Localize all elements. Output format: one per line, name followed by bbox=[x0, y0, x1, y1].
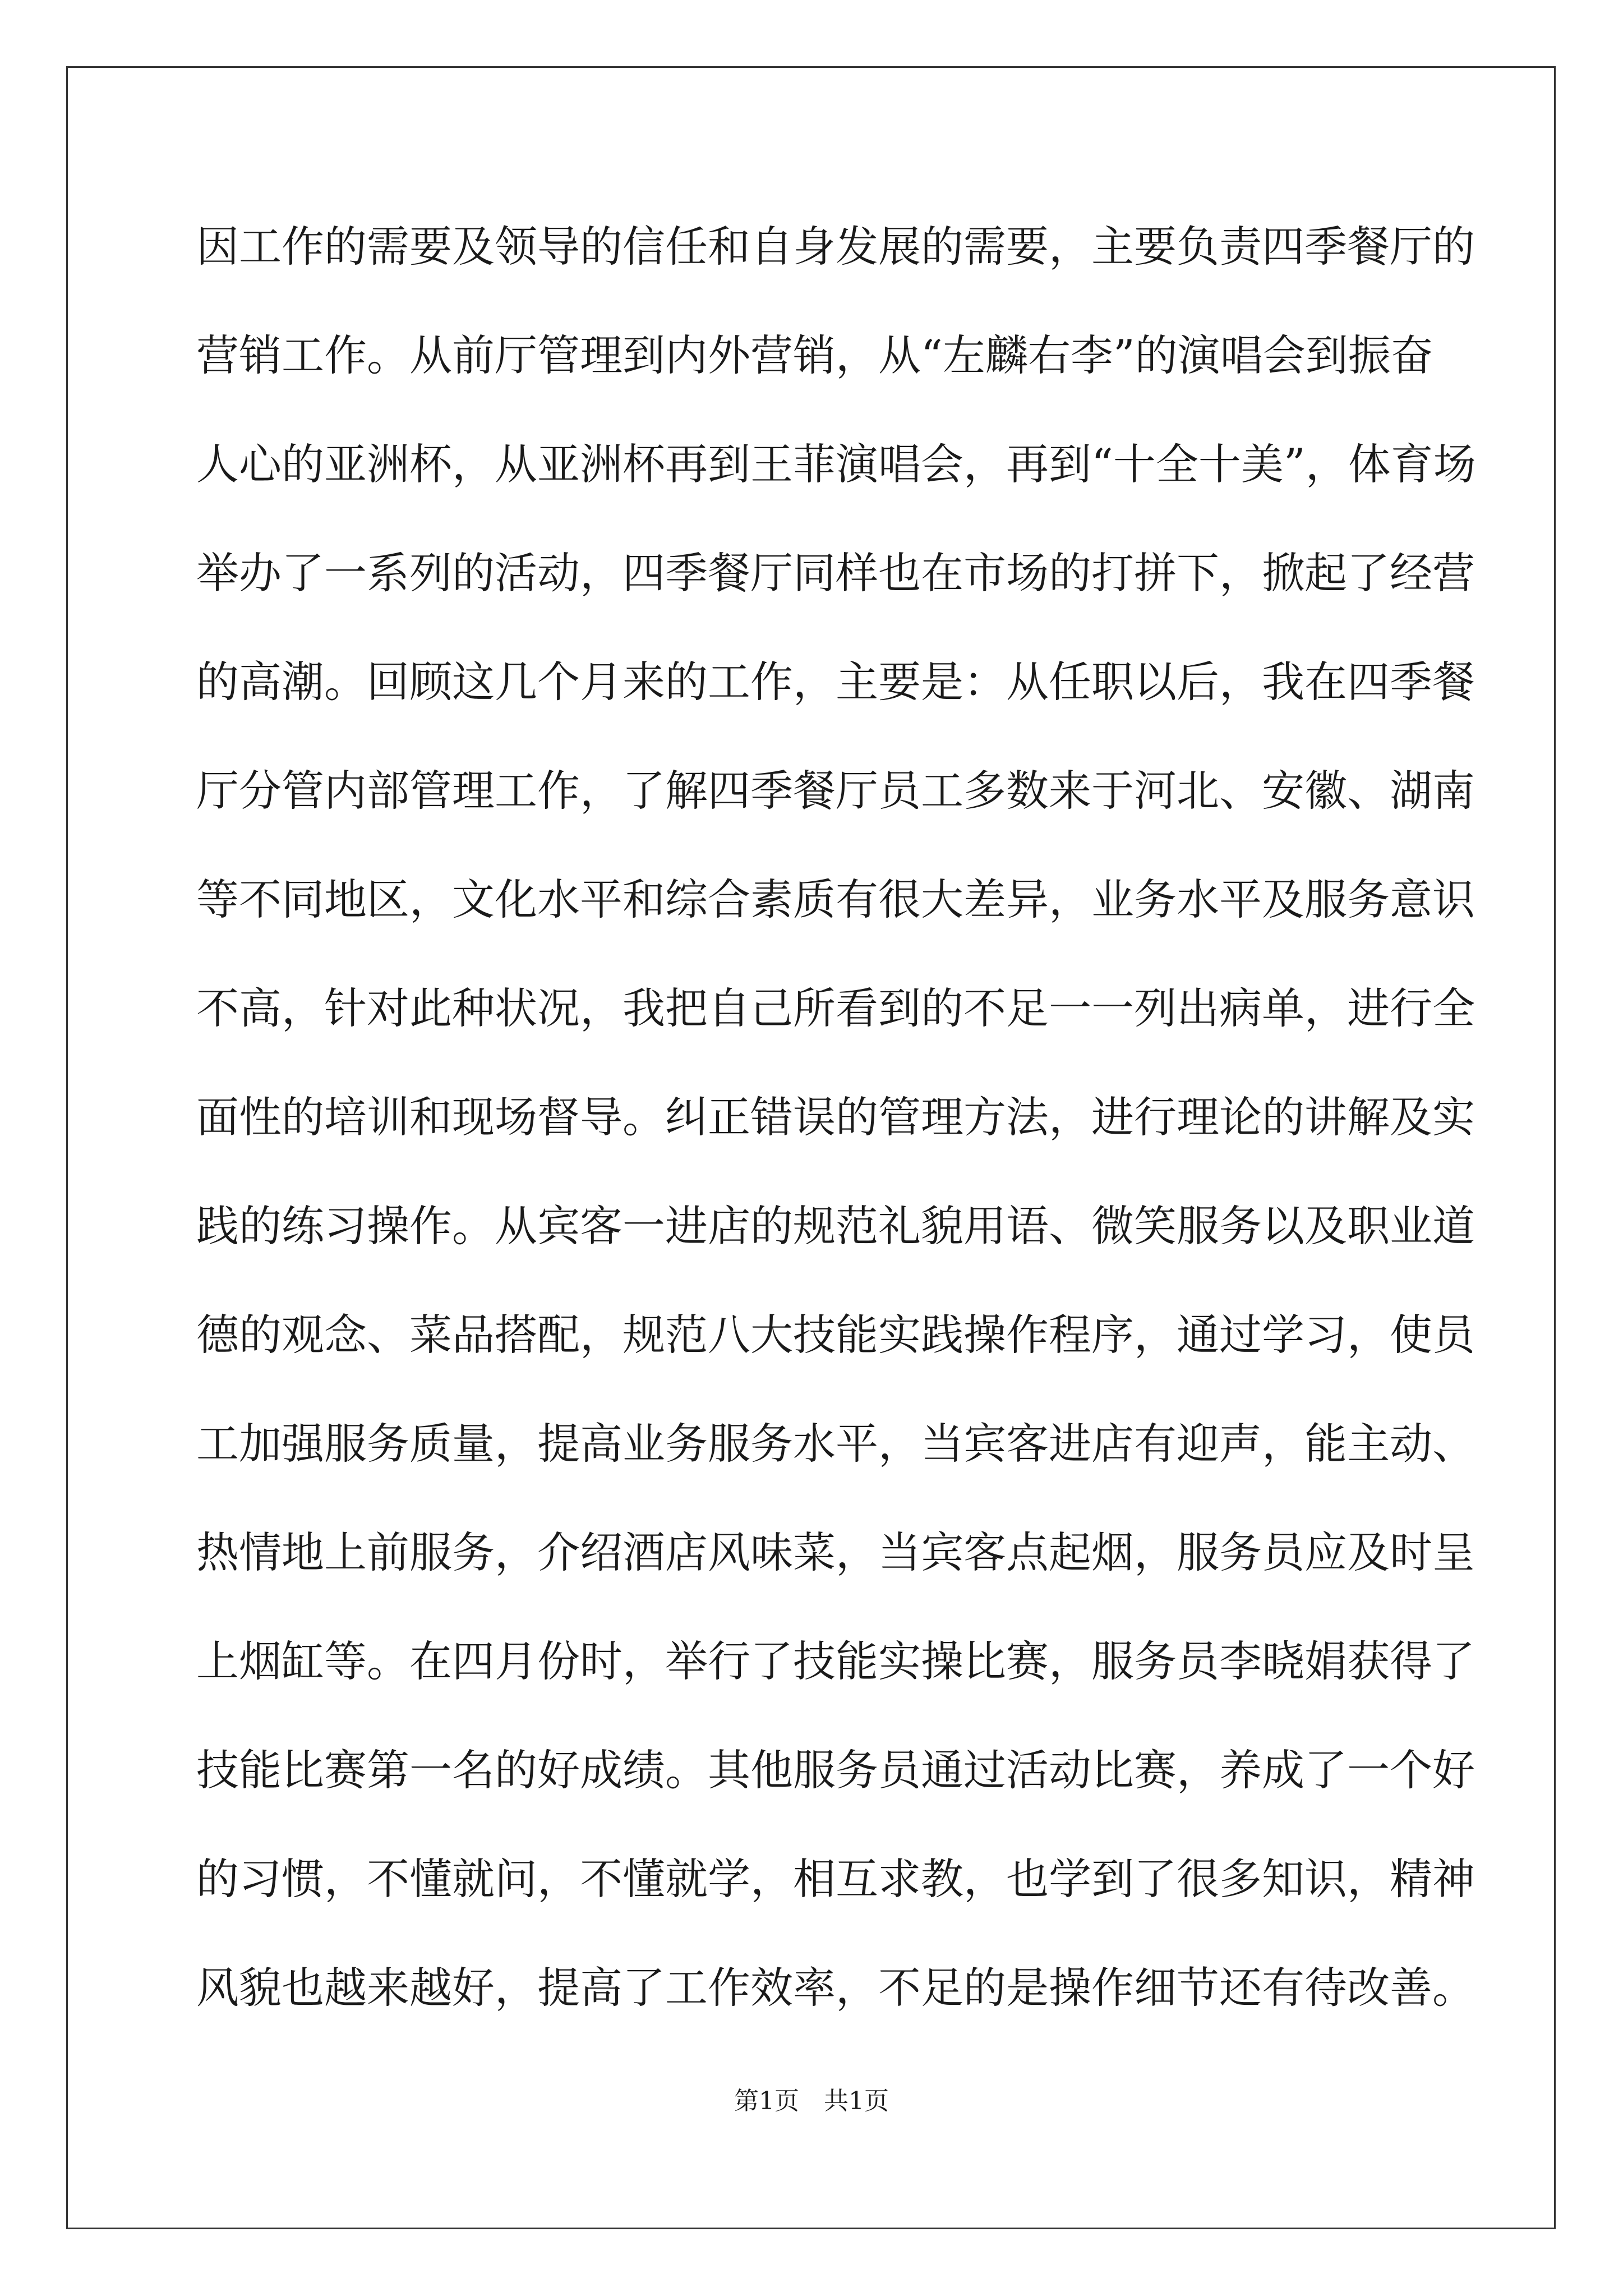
text-line-9: 面性的培训和现场督导。纠正错误的管理方法，进行理论的讲解及实 bbox=[196, 1092, 1475, 1142]
text-line-13: 热情地上前服务，介绍酒店风味菜，当宾客点起烟，服务员应及时呈 bbox=[196, 1527, 1475, 1577]
text-line-8: 不高，针对此种状况，我把自己所看到的不足一一列出病单，进行全 bbox=[196, 983, 1475, 1033]
text-line-15: 技能比赛第一名的好成绩。其他服务员通过活动比赛，养成了一个好 bbox=[196, 1745, 1475, 1795]
text-line-4: 举办了一系列的活动，四季餐厅同样也在市场的打拼下，掀起了经营 bbox=[196, 548, 1475, 598]
text-line-2: 营销工作。从前厅管理到内外营销，从“左麟右李”的演唱会到振奋 bbox=[196, 330, 1433, 380]
text-line-1: 因工作的需要及领导的信任和自身发展的需要，主要负责四季餐厅的 bbox=[196, 222, 1475, 272]
page-number-current: 第1页 bbox=[734, 2087, 799, 2115]
text-line-3: 人心的亚洲杯，从亚洲杯再到王菲演唱会，再到“十全十美”，体育场 bbox=[196, 439, 1476, 489]
text-line-17: 风貌也越来越好，提高了工作效率，不足的是操作细节还有待改善。 bbox=[196, 1963, 1475, 2013]
text-line-10: 践的练习操作。从宾客一进店的规范礼貌用语、微笑服务以及职业道 bbox=[196, 1201, 1475, 1251]
text-line-6: 厅分管内部管理工作，了解四季餐厅员工多数来于河北、安徽、湖南 bbox=[196, 766, 1475, 816]
text-line-7: 等不同地区，文化水平和综合素质有很大差异，业务水平及服务意识 bbox=[196, 875, 1475, 924]
text-line-5: 的高潮。回顾这几个月来的工作，主要是：从任职以后，我在四季餐 bbox=[196, 657, 1475, 707]
text-line-14: 上烟缸等。在四月份时，举行了技能实操比赛，服务员李晓娟获得了 bbox=[196, 1636, 1475, 1686]
text-line-16: 的习惯，不懂就问，不懂就学，相互求教，也学到了很多知识，精神 bbox=[196, 1854, 1475, 1904]
page-number-total: 共1页 bbox=[824, 2087, 889, 2115]
text-line-12: 工加强服务质量，提高业务服务水平，当宾客进店有迎声，能主动、 bbox=[196, 1419, 1475, 1469]
body-text bbox=[196, 213, 1476, 2063]
text-line-11: 德的观念、菜品搭配，规范八大技能实践操作程序，通过学习，使员 bbox=[196, 1310, 1475, 1360]
page-footer bbox=[0, 2086, 1623, 2117]
